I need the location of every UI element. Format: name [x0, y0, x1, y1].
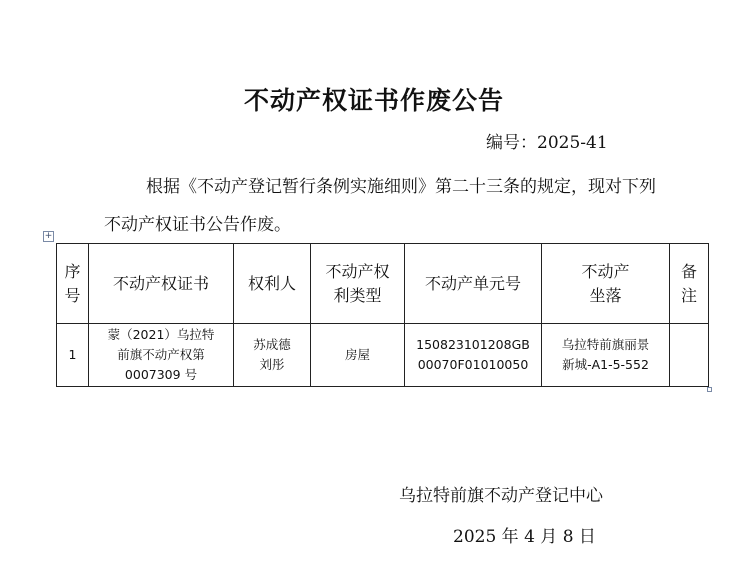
header-seq-line: 号 — [64, 285, 81, 305]
header-location-line: 不动产 — [581, 261, 630, 281]
cell-remark — [670, 324, 709, 387]
header-remark-line: 注 — [680, 285, 697, 305]
table-resize-handle[interactable] — [707, 387, 712, 392]
header-location-line: 坐落 — [589, 285, 622, 305]
header-owner — [234, 244, 311, 324]
cell-seq: 1 — [57, 324, 89, 387]
cell-owner-line: 苏成德 — [253, 337, 291, 352]
table-move-handle-icon[interactable]: + — [44, 231, 53, 241]
issue-date: 2025 年 4 月 8 日 — [453, 527, 596, 547]
cell-owner-line: 刘彤 — [259, 357, 285, 372]
header-owner-line: 权利人 — [247, 273, 296, 293]
document-number: 编号：2025-41 — [486, 133, 608, 153]
header-certificate — [89, 244, 234, 324]
cell-location-line: 乌拉特前旗丽景 — [561, 337, 650, 352]
announcement-paragraph: 根据《不动产登记暂行条例实施细则》第二十三条的规定，现对下列不动产权证书公告作废。 — [104, 177, 656, 235]
header-right-type — [311, 244, 405, 324]
table-row — [57, 324, 709, 387]
void-certificate-table — [56, 243, 709, 387]
cell-certificate-line: 前旗不动产权第 — [117, 347, 205, 362]
document-title: 不动产权证书作废公告 — [243, 86, 504, 115]
header-right-type-line: 不动产权 — [325, 261, 390, 281]
header-seq-line: 序 — [64, 261, 81, 281]
header-unit-number-line: 不动产单元号 — [424, 273, 521, 293]
cell-certificate-line: 0007309 号 — [124, 367, 198, 382]
cell-certificate — [89, 324, 234, 387]
cell-location-line: 新城-A1-5-552 — [562, 357, 649, 372]
cell-unit-number-line: 00070F01010050 — [417, 357, 529, 372]
cell-unit-number-line: 150823101208GB — [416, 337, 530, 352]
header-right-type-line: 利类型 — [333, 285, 382, 305]
header-location — [542, 244, 670, 324]
table-header-row — [57, 244, 709, 324]
header-remark-line: 备 — [680, 261, 697, 281]
issuing-organization: 乌拉特前旗不动产登记中心 — [399, 486, 603, 506]
header-remark — [670, 244, 709, 324]
cell-location — [542, 324, 670, 387]
cell-unit-number — [405, 324, 542, 387]
cell-owner — [234, 324, 311, 387]
cell-right-type: 房屋 — [311, 324, 405, 387]
header-certificate-line: 不动产权证书 — [112, 273, 209, 293]
header-unit-number — [405, 244, 542, 324]
header-seq — [57, 244, 89, 324]
cell-certificate-line: 蒙（2021）乌拉特 — [107, 327, 215, 342]
